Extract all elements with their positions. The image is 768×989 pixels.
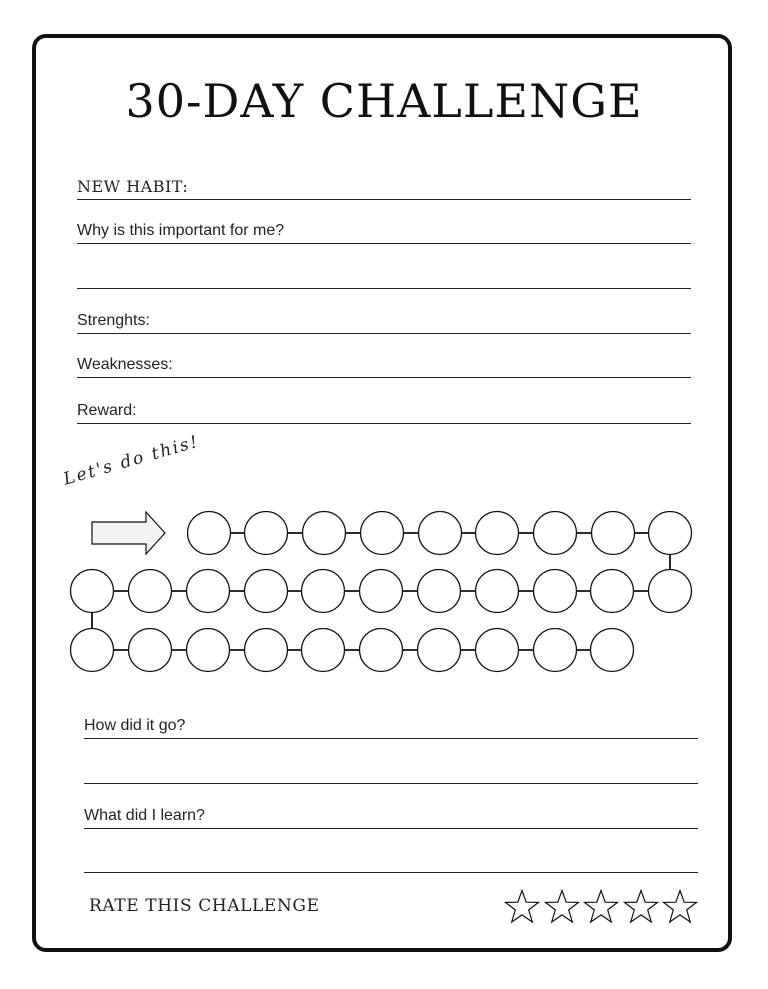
day-circle-7[interactable]: [534, 512, 577, 555]
day-circle-10[interactable]: [649, 570, 692, 613]
day-circle-22[interactable]: [129, 629, 172, 672]
star-outline-icon[interactable]: [583, 889, 619, 925]
what-did-i-learn-label: What did I learn?: [84, 807, 205, 824]
day-circle-20[interactable]: [71, 570, 114, 613]
how-did-it-go-label: How did it go?: [84, 717, 186, 734]
day-circle-30[interactable]: [591, 629, 634, 672]
why-important-label: Why is this important for me?: [77, 222, 285, 239]
star-outline-icon[interactable]: [623, 889, 659, 925]
star-rating[interactable]: [504, 889, 700, 927]
day-circle-11[interactable]: [591, 570, 634, 613]
day-circle-18[interactable]: [187, 570, 230, 613]
day-circle-2[interactable]: [245, 512, 288, 555]
day-circle-17[interactable]: [245, 570, 288, 613]
day-circle-16[interactable]: [302, 570, 345, 613]
what-did-i-learn-field[interactable]: [84, 804, 698, 829]
day-circle-4[interactable]: [361, 512, 404, 555]
day-circle-28[interactable]: [476, 629, 519, 672]
day-circle-5[interactable]: [419, 512, 462, 555]
day-circle-25[interactable]: [302, 629, 345, 672]
how-did-it-go-field[interactable]: [84, 714, 698, 739]
page-title: 30-DAY CHALLENGE: [125, 74, 643, 128]
rate-challenge-label: RATE THIS CHALLENGE: [89, 896, 320, 916]
day-circle-29[interactable]: [534, 629, 577, 672]
day-circle-3[interactable]: [303, 512, 346, 555]
weaknesses-label: Weaknesses:: [77, 356, 173, 373]
day-circle-13[interactable]: [476, 570, 519, 613]
day-circle-23[interactable]: [187, 629, 230, 672]
motto-text: Let's do this!: [61, 431, 202, 490]
new-habit-label: NEW HABIT:: [77, 177, 189, 196]
day-circle-6[interactable]: [476, 512, 519, 555]
day-circle-12[interactable]: [534, 570, 577, 613]
day-circle-15[interactable]: [360, 570, 403, 613]
star-outline-icon[interactable]: [544, 889, 580, 925]
day-circle-26[interactable]: [360, 629, 403, 672]
day-circle-24[interactable]: [245, 629, 288, 672]
day-circle-27[interactable]: [418, 629, 461, 672]
tracker-days: [71, 512, 692, 672]
reward-label: Reward:: [77, 402, 137, 419]
what-did-i-learn-extra-line[interactable]: [84, 848, 698, 873]
day-circle-9[interactable]: [649, 512, 692, 555]
day-circle-1[interactable]: [188, 512, 231, 555]
strengths-label: Strenghts:: [77, 312, 150, 329]
star-outline-icon[interactable]: [662, 889, 698, 925]
how-did-it-go-extra-line[interactable]: [84, 759, 698, 784]
start-arrow-icon: [92, 512, 165, 554]
day-circle-21[interactable]: [71, 629, 114, 672]
day-circle-14[interactable]: [418, 570, 461, 613]
day-circle-8[interactable]: [592, 512, 635, 555]
star-outline-icon[interactable]: [504, 889, 540, 925]
day-circle-19[interactable]: [129, 570, 172, 613]
